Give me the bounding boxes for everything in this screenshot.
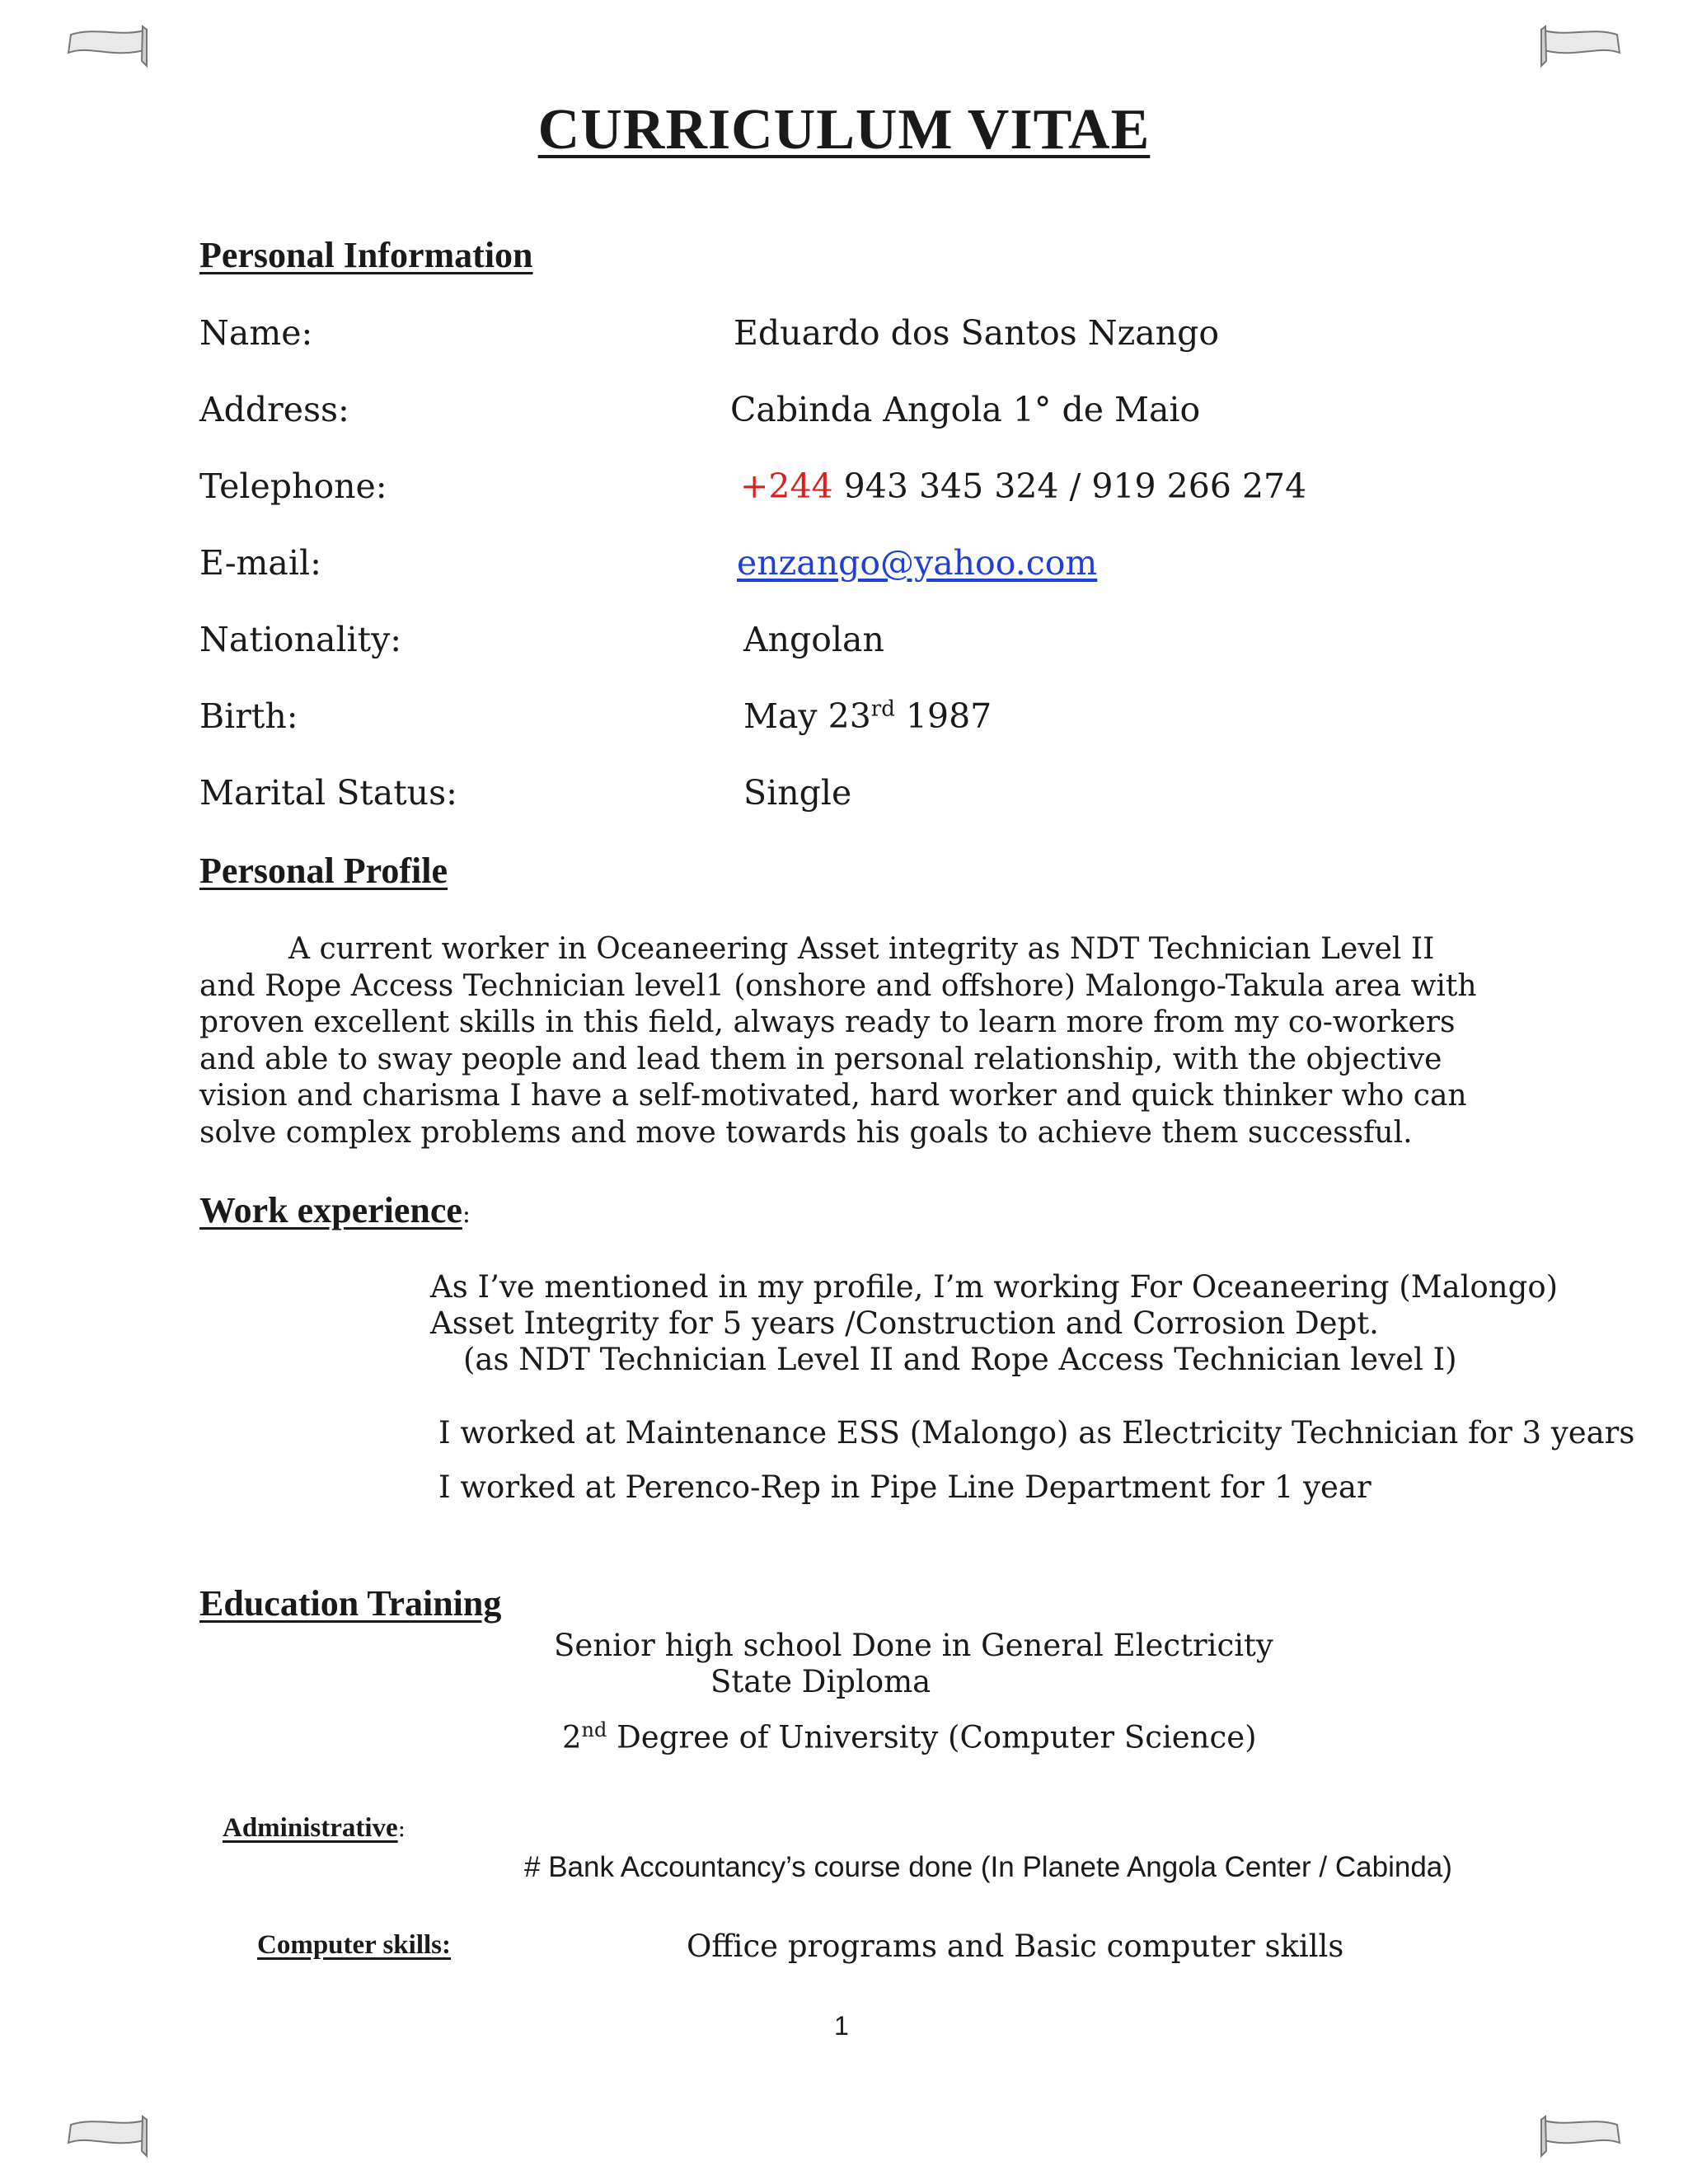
name-value: Eduardo dos Santos Nzango bbox=[734, 313, 1220, 353]
degree-text: Degree of University (Computer Science) bbox=[607, 1719, 1257, 1755]
phone-numbers: 943 345 324 / 919 266 274 bbox=[832, 466, 1307, 506]
telephone-value bbox=[740, 466, 1306, 506]
personal-profile-heading: Personal Profile bbox=[199, 851, 448, 891]
personal-profile-text: A current worker in Oceaneering Asset integrity as NDT Technician Level II and Rope Access Technician level1 (onshore and offshore) Malongo-Takula area with proven excellent skills in this field, always ready to learn more from my co-workers and able to sway people and lead them in personal relationship, with the objective vision and charisma I have a self-motivated, hard worker and quick thinker who can solve complex problems and move towards his goals to achieve them successful. bbox=[199, 932, 1477, 1150]
degree-suffix: nd bbox=[581, 1718, 607, 1741]
work-line-5: I worked at Perenco-Rep in Pipe Line Department for 1 year bbox=[438, 1469, 1372, 1505]
administrative-label: Administrative bbox=[223, 1813, 398, 1843]
birth-label: Birth: bbox=[199, 696, 298, 736]
work-experience-heading: Work experience bbox=[199, 1190, 462, 1230]
education-line-1: Senior high school Done in General Electricity bbox=[554, 1628, 1273, 1663]
personal-profile-paragraph bbox=[199, 931, 1485, 1151]
personal-information-heading: Personal Information bbox=[199, 235, 533, 275]
birth-value bbox=[743, 696, 992, 736]
work-line-2: Asset Integrity for 5 years /Construction and Corrosion Dept. bbox=[430, 1305, 1379, 1341]
education-line-2: State Diploma bbox=[710, 1664, 931, 1699]
computer-skills-label: Computer skills: bbox=[257, 1930, 451, 1960]
telephone-label: Telephone: bbox=[199, 466, 387, 506]
work-line-4: I worked at Maintenance ESS (Malongo) as Electricity Technician for 3 years bbox=[438, 1415, 1635, 1451]
degree-number: 2 bbox=[562, 1719, 582, 1755]
work-experience-colon: : bbox=[462, 1200, 471, 1229]
administrative-label-row bbox=[223, 1813, 406, 1844]
work-experience-heading-row bbox=[199, 1189, 471, 1231]
administrative-value: # Bank Accountancy’s course done (In Planete Angola Center / Cabinda) bbox=[524, 1851, 1452, 1883]
marital-status-value: Single bbox=[743, 773, 852, 813]
page-number: 1 bbox=[834, 2011, 849, 2041]
scroll-banner-icon bbox=[1533, 2110, 1624, 2159]
computer-skills-value: Office programs and Basic computer skills bbox=[687, 1929, 1344, 1964]
birth-year: 1987 bbox=[894, 696, 992, 736]
email-label: E-mail: bbox=[199, 543, 321, 583]
birth-day-suffix: rd bbox=[870, 696, 895, 722]
email-link[interactable]: enzango@yahoo.com bbox=[737, 543, 1098, 583]
scroll-banner-icon bbox=[64, 20, 155, 69]
nationality-label: Nationality: bbox=[199, 620, 402, 659]
marital-status-label: Marital Status: bbox=[199, 773, 457, 813]
address-value: Cabinda Angola 1° de Maio bbox=[730, 390, 1201, 429]
work-line-3: (as NDT Technician Level II and Rope Access Technician level I) bbox=[463, 1342, 1457, 1377]
education-line-3 bbox=[562, 1718, 1257, 1755]
work-line-1: As I’ve mentioned in my profile, I’m working For Oceaneering (Malongo) bbox=[430, 1269, 1559, 1305]
phone-country-code: +244 bbox=[740, 466, 833, 506]
address-label: Address: bbox=[199, 390, 349, 429]
scroll-banner-icon bbox=[1533, 20, 1624, 69]
birth-month-day: May 23 bbox=[743, 696, 871, 736]
education-training-heading: Education Training bbox=[199, 1583, 502, 1624]
name-label: Name: bbox=[199, 313, 313, 353]
scroll-banner-icon bbox=[64, 2110, 155, 2159]
nationality-value: Angolan bbox=[743, 620, 884, 659]
administrative-colon: : bbox=[397, 1815, 406, 1842]
document-title: CURRICULUM VITAE bbox=[537, 98, 1151, 162]
